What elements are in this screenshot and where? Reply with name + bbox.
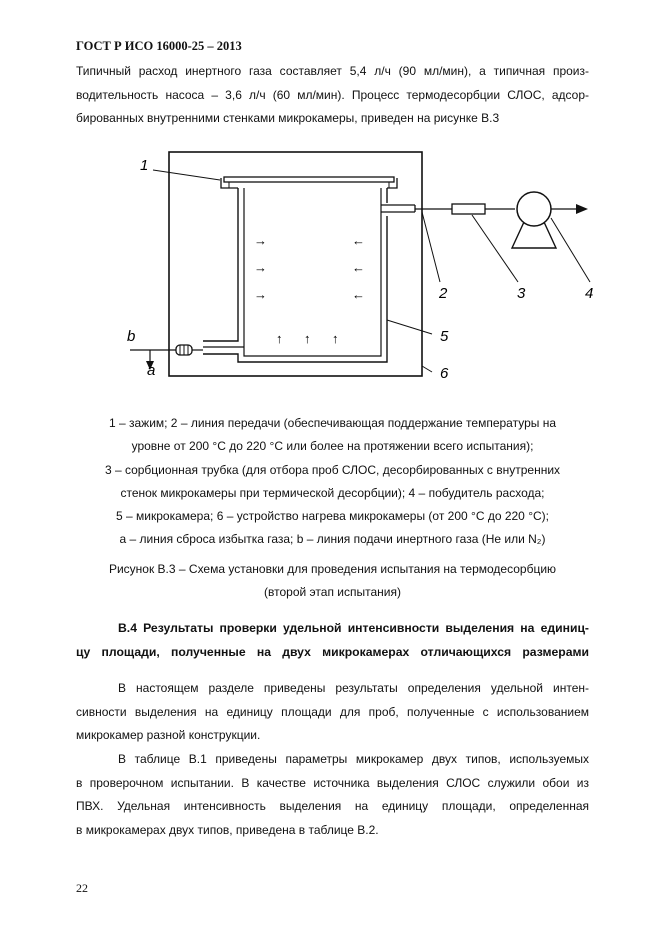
paragraph-1 (76, 677, 589, 748)
heading-line: цу площади, полученные на двух микрокамерах отличающихся размерами (76, 644, 589, 659)
figure-diagram (0, 140, 661, 400)
caption-line: (второй этап испытания) (264, 585, 401, 600)
leader-1 (153, 170, 220, 180)
legend-line: уровне от 200 °С до 220 °С или более на протяжении всего испытания); (131, 439, 534, 454)
outlet-arrow (576, 204, 588, 214)
label-5: 5 (440, 328, 449, 345)
text-line: водительность насоса – 3,6 л/ч (60 мл/мин). Процесс термодесорбции СЛОС, адсор- (76, 87, 589, 102)
transfer-line (381, 205, 415, 212)
figure-caption (76, 558, 589, 605)
label-2: 2 (439, 285, 448, 302)
flow-arrow-right: → (254, 233, 267, 248)
leader-4 (551, 218, 590, 282)
text-line: в проверочном испытании. В качестве источника выделения СЛОС служили обои из (76, 775, 589, 790)
flow-arrow-up: ↑ (304, 331, 311, 346)
text-line: бированных внутренними стенками микрокамеры, приведен на рисунке В.3 (76, 111, 500, 125)
text-line: ПВХ. Удельная интенсивность выделения на единицу площади, определенная (76, 799, 589, 813)
flow-arrow-up: ↑ (332, 331, 339, 346)
label-4: 4 (585, 285, 594, 302)
figure-legend (76, 412, 589, 552)
pump (517, 192, 551, 226)
paragraph-2 (76, 748, 589, 842)
page-number: 22 (76, 881, 88, 895)
text-line: В настоящем разделе приведены результаты определения удельной интен- (118, 681, 589, 695)
label-3: 3 (517, 285, 526, 302)
legend-line: 1 – зажим; 2 – линия передачи (обеспечивающая поддержание температуры на (108, 416, 557, 430)
chamber-lid (224, 177, 394, 182)
label-b: b (127, 328, 136, 345)
text-line: в микрокамерах двух типов, приведена в таблице В.2. (76, 822, 379, 837)
text-line: микрокамер разной конструкции. (76, 728, 261, 742)
flow-arrow-left: ← (352, 233, 365, 248)
label-a: a (147, 362, 156, 379)
legend-line: а – линия сброса избытка газа; b – линия подачи инертного газа (Не или N₂) (119, 532, 546, 547)
leader-2 (422, 212, 440, 282)
label-1: 1 (140, 157, 149, 174)
intro-paragraph (76, 60, 589, 131)
heater-box (169, 152, 422, 376)
flow-arrow-right: → (254, 260, 267, 275)
legend-line: стенок микрокамеры при термической десорбции); 4 – побудитель расхода; (120, 485, 545, 500)
text-line: сивности выделения на единицу площади для проб, полученные с использованием (76, 704, 589, 719)
fitting-detail (180, 345, 188, 355)
caption-line: Рисунок В.3 – Схема установки для проведения испытания на термодесорбцию (108, 562, 557, 576)
document-header: ГОСТ Р ИСО 16000-25 – 2013 (76, 39, 242, 53)
flow-arrow-up: ↑ (276, 331, 283, 346)
clamp-detail (229, 182, 389, 188)
flow-arrow-right: → (254, 287, 267, 302)
label-6: 6 (440, 365, 449, 382)
legend-line: 5 – микрокамера; 6 – устройство нагрева микрокамеры (от 200 °С до 220 °С); (116, 509, 549, 524)
flow-arrow-left: ← (352, 287, 365, 302)
clamp (221, 178, 397, 188)
chamber-outer-wall (203, 188, 387, 362)
legend-line: 3 – сорбционная трубка (для отбора проб СЛОС, десорбированных с внутренних (104, 462, 561, 477)
text-line: Типичный расход инертного газа составляет 5,4 л/ч (90 мл/мин), а типичная произ- (76, 64, 589, 78)
text-line: В таблице В.1 приведены параметры микрокамер двух типов, используемых (118, 752, 589, 766)
section-heading (76, 617, 589, 664)
flow-arrow-left: ← (352, 260, 365, 275)
sorption-tube (452, 204, 485, 214)
heading-line: В.4 Результаты проверки удельной интенсивности выделения на единиц- (118, 621, 589, 635)
leader-6 (422, 366, 432, 372)
leader-5 (387, 320, 432, 334)
